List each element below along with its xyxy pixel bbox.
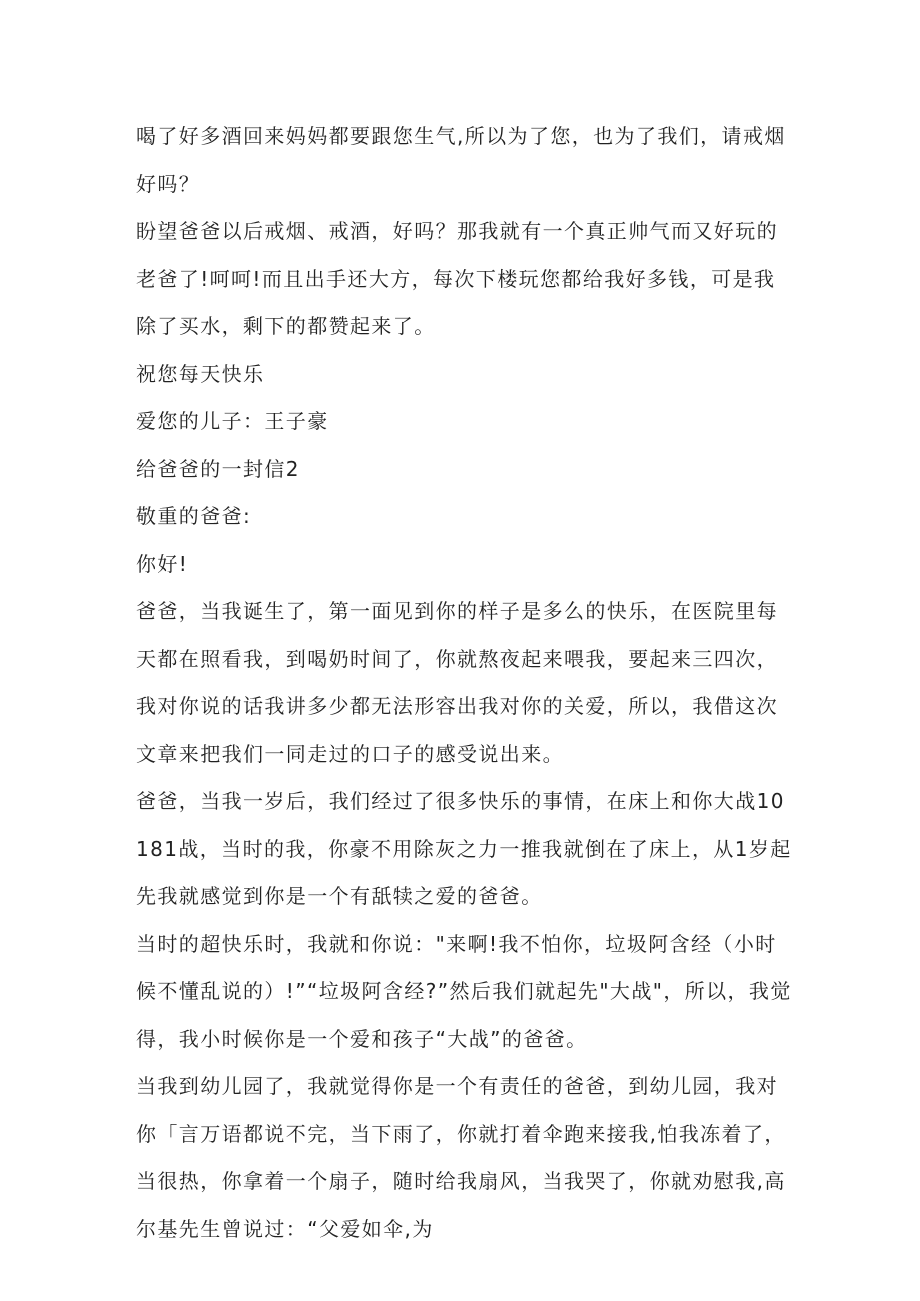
letter-greeting: 你好!	[136, 551, 189, 576]
paragraph-big-battle: 当时的超快乐时，我就和你说："来啊!我不怕你，垃圾阿含经（小时候不懂乱说的）!”“垃圾阿含经?”然后我们就起先"大战"，所以，我觉得，我小时候你是一个爱和孩子“大战”的爸爸。	[136, 931, 792, 1051]
paragraph-closing-wish: 祝您每天快乐	[136, 361, 265, 386]
letter-salutation: 敬重的爸爸:	[136, 504, 252, 528]
paragraph-signature: 爱您的儿子：王子豪	[136, 409, 329, 433]
paragraph-kindergarten: 当我到幼儿园了，我就觉得你是一个有责任的爸爸，到幼儿园，我对你「言万语都说不完，当下雨了，你就打着伞跑来接我,怕我冻着了，当很热，你拿着一个扇子，随时给我扇风，当我哭了，你就劝慰我,高尔基先生曾说过：“父爱如伞,为	[136, 1074, 786, 1241]
paragraph-birth-memory: 爸爸，当我诞生了，第一面见到你的样子是多么的快乐，在医院里每天都在照看我，到喝奶时间了，你就熬夜起来喂我，要起来三四次，我对你说的话我讲多少都无法形容出我对你的关爱，所以，我借这次文章来把我们一同走过的口子的感受说出来。	[136, 599, 778, 766]
letter-title: 给爸爸的一封信2	[136, 456, 300, 481]
paragraph-quit-smoking-request: 喝了好多酒回来妈妈都要跟您生气,所以为了您，也为了我们，请戒烟好吗？	[136, 124, 786, 196]
document-body	[136, 113, 796, 1253]
paragraph-hope-quit-drinking: 盼望爸爸以后戒烟、戒酒，好吗？那我就有一个真正帅气而又好玩的老爸了!呵呵!而且出手还大方，每次下楼玩您都给我好多钱，可是我除了买水，剩下的都赞起来了。	[136, 219, 778, 338]
paragraph-one-year-old: 爸爸，当我一岁后，我们经过了很多快乐的事情，在床上和你大战10181战，当时的我，你豪不用除灰之力一推我就倒在了床上，从1岁起先我就感觉到你是一个有舐犊之爱的爸爸。	[136, 789, 792, 908]
